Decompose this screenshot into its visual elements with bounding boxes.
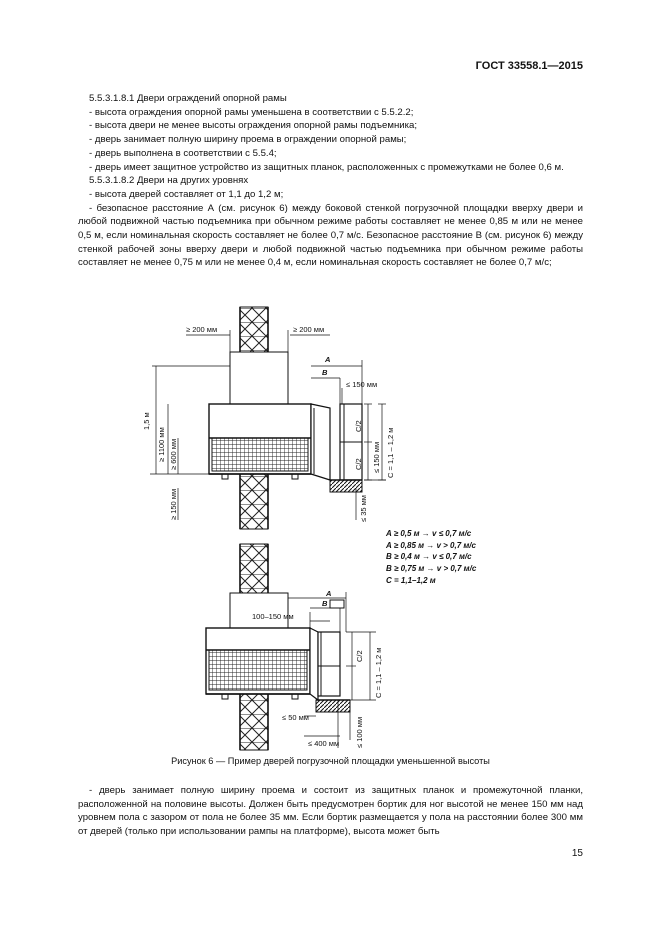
legend-item: B ≥ 0,4 м → v ≤ 0,7 м/с	[386, 552, 472, 562]
landing-floor	[330, 480, 362, 492]
figure-legend	[386, 528, 476, 587]
list-item: - безопасное расстояние А (см. рисунок 6) между боковой стенкой погрузочной площадки вверху двери и любой подвижной частью подъемника при обычном режиме работы составляет не менее 0,85 м или не менее 0,5 м, если номинальная скорость составляет не более 0,7 м/с. Безопасное расстояние В (см. рисунок 6) между стенкой рабочей зоны вверху двери и любой подвижной частью подъемника при обычном режиме работы составляет не менее 0,75 м или не менее 0,4 м, если номинальная скорость составляет не более 0,7 м/с;	[78, 202, 583, 269]
dim-100-150: 100–150 мм	[252, 612, 294, 621]
list-item: - дверь занимает полную ширину проема и состоит из защитных планок и промежуточной планки, расположенной на половине высоты. Должен быть предусмотрен бортик для ног высотой не менее 150 мм над уровнем пола с зазором от пола не более 35 мм. Если бортик размещается у пола на расстоянии более 300 мм от дверей (только при использовании рампы на платформе), высота может быть	[78, 785, 583, 838]
top-drawing	[150, 307, 386, 529]
legend-item: A ≥ 0,5 м → v ≤ 0,7 м/с	[386, 529, 472, 538]
list-item: - дверь имеет защитное устройство из защитных планок, расположенных с промежутками не более 0,6 м.	[89, 161, 564, 173]
dim-le50: ≤ 50 мм	[282, 713, 309, 722]
cabin-upper	[230, 352, 288, 404]
list-item: - высота ограждения опорной рамы уменьшена в соответствии с 5.5.2.2;	[89, 106, 414, 118]
list-item: - высота дверей составляет от 1,1 до 1,2 м;	[89, 188, 284, 200]
dim-c: C = 1,1 – 1,2 м	[386, 427, 395, 478]
dim-le100: ≤ 100 мм	[355, 716, 364, 748]
text-block-bottom	[78, 784, 583, 839]
dim-right-200: ≥ 200 мм	[293, 325, 325, 334]
dim-b-bottom: B	[322, 599, 328, 608]
dim-c-bottom: C = 1,1 – 1,2 м	[374, 647, 383, 698]
dim-1-5m: 1,5 м	[142, 412, 151, 430]
dim-c2-a: C/2	[354, 420, 363, 432]
figure-caption: Рисунок 6 — Пример дверей погрузочной площадки уменьшенной высоты	[171, 756, 490, 766]
list-item: - дверь выполнена в соответствии с 5.5.4;	[89, 147, 277, 159]
page-number: 15	[571, 848, 583, 859]
dim-a-bottom: A	[326, 589, 332, 598]
dim-le35: ≤ 35 мм	[359, 495, 368, 522]
dim-c2-bottom: C/2	[355, 650, 364, 662]
landing-floor-bottom	[316, 700, 350, 712]
dim-a: A	[325, 355, 331, 364]
legend-item: B ≥ 0,75 м → v > 0,7 м/с	[386, 564, 477, 574]
car-mesh	[212, 438, 308, 471]
document-header: ГОСТ 33558.1—2015	[475, 60, 583, 72]
dim-150-bottom: ≥ 150 мм	[169, 488, 178, 520]
dim-b: B	[322, 368, 328, 377]
dim-le150: ≤ 150 мм	[372, 441, 381, 473]
dim-600: ≥ 600 мм	[169, 438, 178, 470]
clause-5-5-3-1-8-1: 5.5.3.1.8.1 Двери ограждений опорной рамы	[89, 93, 287, 104]
dim-1100: ≥ 1100 мм	[157, 427, 166, 462]
dim-le400: ≤ 400 мм	[308, 739, 340, 748]
dim-left-200: ≥ 200 мм	[186, 325, 218, 334]
car-mesh-bottom	[209, 650, 307, 690]
legend-item: A ≥ 0,85 м → v > 0,7 м/с	[386, 540, 476, 550]
legend-item: C = 1,1–1,2 м	[386, 575, 436, 585]
list-item: - дверь занимает полную ширину проема в ограждении опорной рамы;	[89, 134, 407, 146]
dim-c2-b: C/2	[354, 458, 363, 470]
list-item: - высота двери не менее высоты ограждения опорной рамы подъемника;	[89, 120, 418, 132]
clause-5-5-3-1-8-2: 5.5.3.1.8.2 Двери на других уровнях	[89, 175, 249, 187]
dim-150-top: ≤ 150 мм	[346, 380, 378, 389]
